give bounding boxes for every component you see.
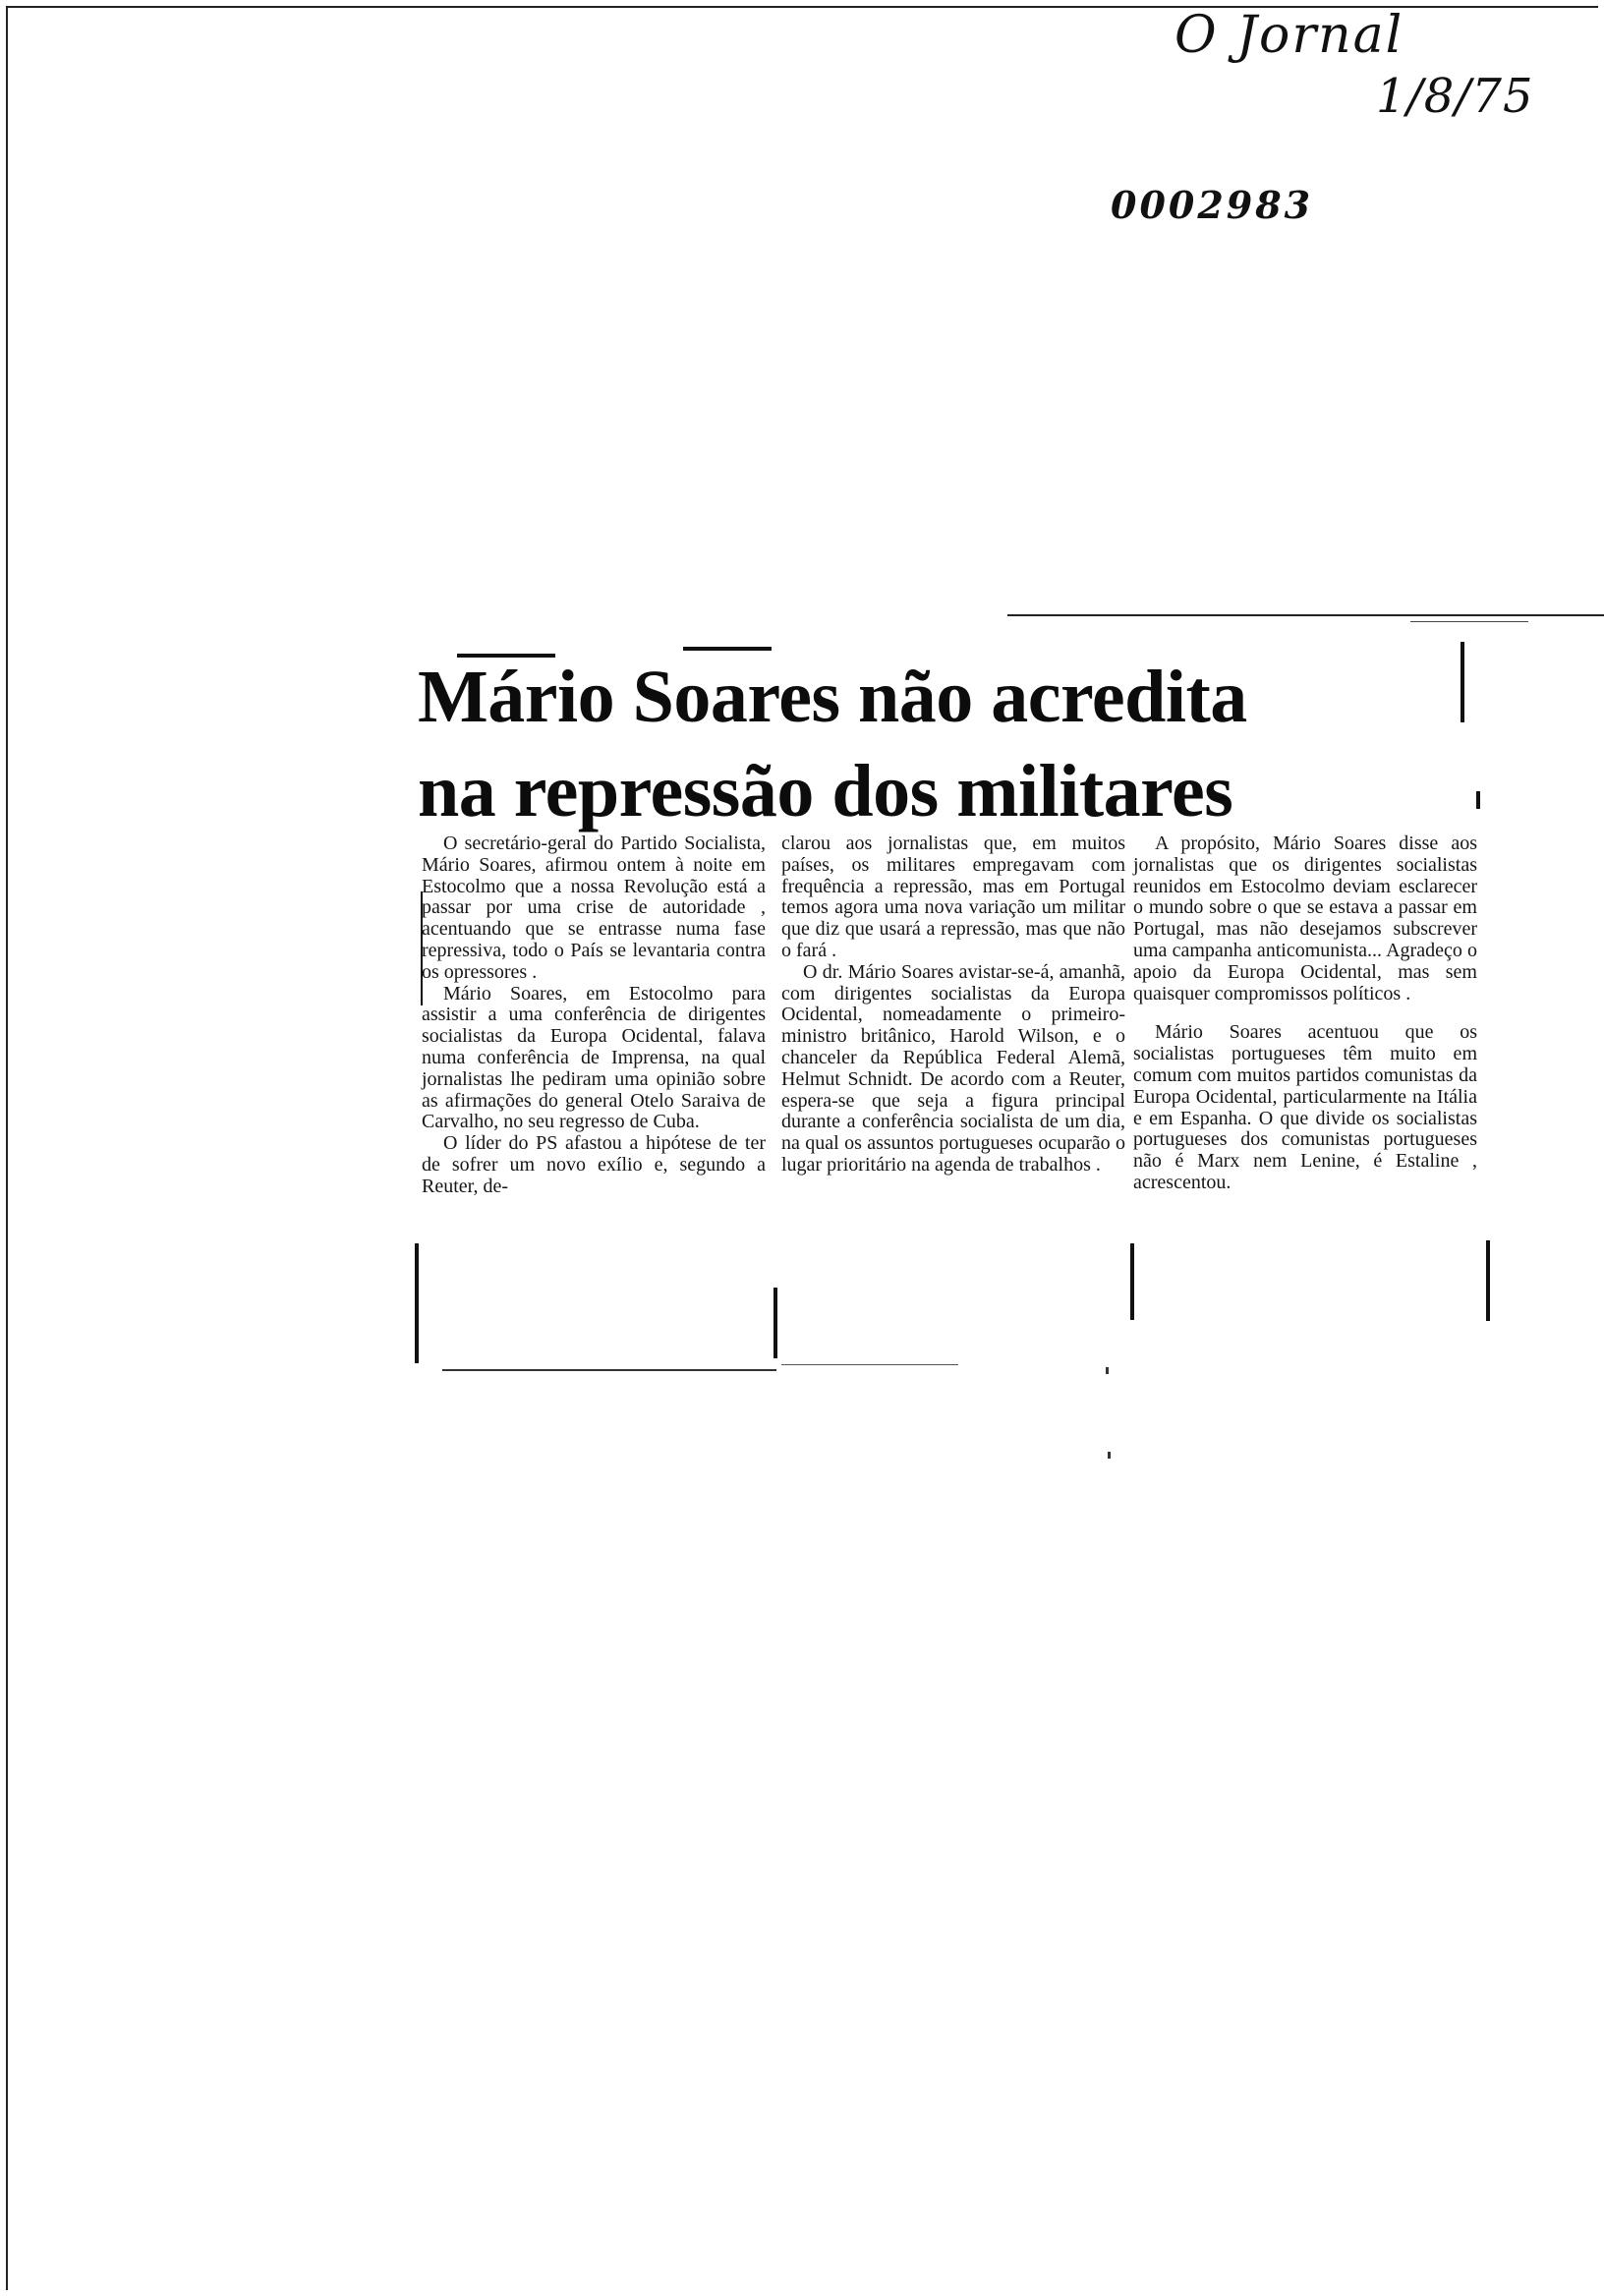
scan-speck — [1106, 1367, 1109, 1374]
handwritten-date-note: 1/8/75 — [1376, 69, 1534, 124]
handwritten-source-note: O Jornal — [1174, 6, 1404, 65]
clipping-top-rule-secondary — [1410, 621, 1528, 622]
margin-bar-mark — [1461, 642, 1464, 722]
archive-number-stamp: 0002983 — [1111, 183, 1314, 227]
article-paragraph: A propósito, Mário Soares disse aos jornalistas que os dirigentes socialistas reunidos em Estocolmo deviam esclarecer o mundo sobre o que se estava a passar em Portugal, mas não desejamos subscrever uma campanha anticomunista... Agradeço o apoio da Europa Ocidental, mas sem quaisquer compromissos políticos . — [1133, 832, 1477, 1004]
article-headline — [418, 650, 1460, 838]
newspaper-clipping — [418, 614, 1509, 1381]
margin-bar-mark — [1476, 791, 1480, 809]
article-column-3 — [1133, 833, 1477, 1194]
article-paragraph: Mário Soares acentuou que os socialistas portugueses têm muito em comum com muitos partidos comunistas da Europa Ocidental, particularmente na Itália e em Espanha. O que divide os socialistas portugueses dos comunistas portugueses não é Marx nem Lenine, é Estaline , acrescentou. — [1133, 1021, 1477, 1193]
scan-speck — [1108, 1452, 1111, 1459]
article-paragraph: Mário Soares, em Estocolmo para assistir a uma conferência de dirigentes socialistas da Europa Ocidental, falava numa conferência de Imprensa, na qual jornalistas lhe pediram uma opinião sobre as afirmações do general Otelo Saraiva de Carvalho, no seu regresso de Cuba. — [422, 982, 766, 1133]
clipping-bottom-rule — [442, 1369, 776, 1371]
article-paragraph: O dr. Mário Soares avistar-se-á, amanhã, com dirigentes socialistas da Europa Ocidental, nomeadamente o primeiro-ministro britânico, Harold Wilson, e o chanceler da República Federal Alemã, Helmut Schnidt. De acordo com a Reuter, espera-se que seja a figura principal durante a conferência socialista de um dia, na qual os assuntos portugueses ocuparão o lugar prioritário na agenda de trabalhos . — [781, 960, 1125, 1176]
article-paragraph: clarou aos jornalistas que, em muitos países, os militares empregavam com frequência a repressão, mas em Portugal temos agora uma nova variação um militar que diz que usará a repressão, mas que não o fará . — [781, 832, 1125, 961]
column-margin-mark — [415, 1243, 419, 1363]
headline-line: na repressão dos militares — [418, 750, 1233, 832]
headline-line: Mário Soares não acredita — [418, 656, 1247, 738]
page-border-left — [6, 6, 8, 2290]
column-margin-mark — [1486, 1240, 1490, 1321]
column-margin-mark — [1130, 1243, 1134, 1320]
clipping-top-rule — [1007, 614, 1604, 616]
article-paragraph: O secretário-geral do Partido Socialista, Mário Soares, afirmou ontem à noite em Estocolmo que a nossa Revolução está a passar por uma crise de autoridade , acentuando que se entrasse numa fase repressiva, todo o País se levantaria contra os opressores . — [422, 832, 766, 983]
column-margin-mark — [773, 1288, 777, 1358]
article-paragraph: O líder do PS afastou a hipótese de ter de sofrer um novo exílio e, segundo a Reuter, de- — [422, 1132, 766, 1197]
article-column-1 — [422, 833, 766, 1198]
article-column-2 — [781, 833, 1125, 1177]
clipping-bottom-rule-secondary — [781, 1364, 958, 1365]
